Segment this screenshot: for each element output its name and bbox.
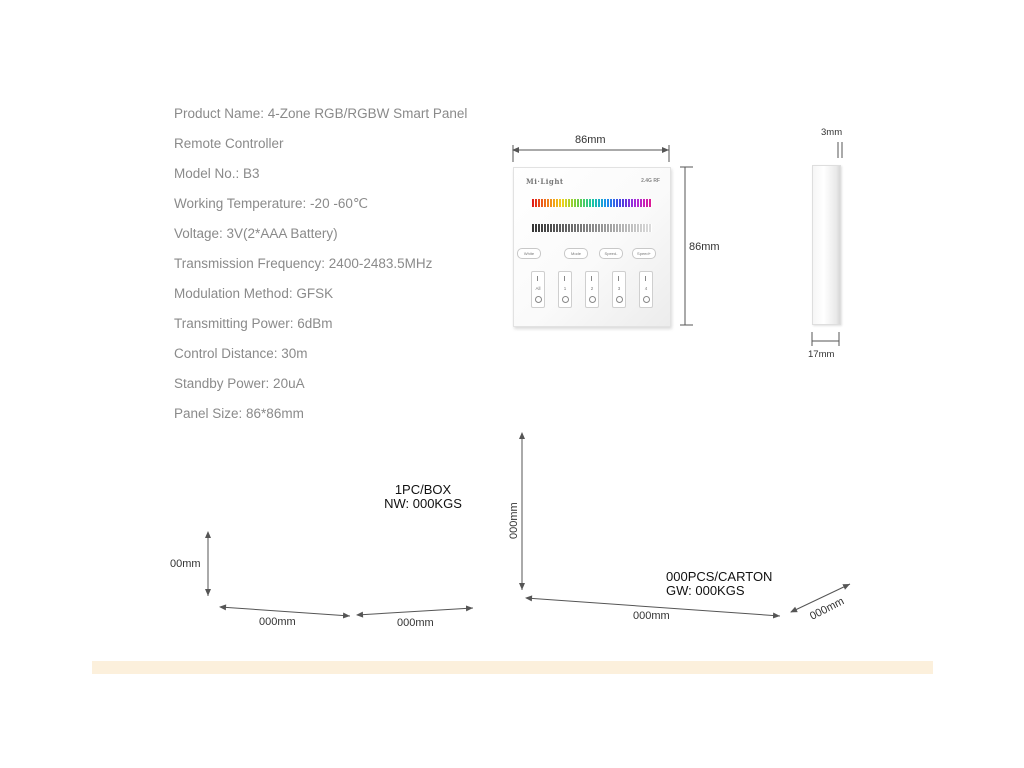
box-info xyxy=(368,483,478,511)
rf-mark: 2.4G RF xyxy=(641,178,660,184)
spec-control-distance: Control Distance: 30m xyxy=(174,346,308,361)
box-qty: 1PC/BOX xyxy=(394,482,452,497)
spec-modulation-method: Modulation Method: GFSK xyxy=(174,286,334,301)
spec-panel-size: Panel Size: 86*86mm xyxy=(174,406,304,421)
panel-height-label: 86mm xyxy=(689,241,720,253)
spec-product-name-cont: Remote Controller xyxy=(174,136,284,151)
zone-3-button: 3 xyxy=(612,271,626,308)
spec-voltage: Voltage: 3V(2*AAA Battery) xyxy=(174,226,338,241)
spec-working-temperature: Working Temperature: -20 -60℃ xyxy=(174,196,368,211)
carton-width-label: 000mm xyxy=(808,595,847,623)
box-length-arrow xyxy=(220,607,350,616)
white-button: White xyxy=(517,248,541,259)
brand-logo: Mi·Light xyxy=(526,177,564,186)
spec-transmission-frequency: Transmission Frequency: 2400-2483.5MHz xyxy=(174,256,433,271)
mode-button: Mode xyxy=(564,248,588,259)
carton-gross-weight: GW: 000KGS xyxy=(666,583,745,598)
carton-info xyxy=(666,570,772,598)
zone-2-button: 2 xyxy=(585,271,599,308)
zone-1-button: 1 xyxy=(558,271,572,308)
box-width-label: 000mm xyxy=(397,617,434,629)
zone-4-button: 4 xyxy=(639,271,653,308)
footer-band xyxy=(92,661,933,674)
carton-qty: 000PCS/CARTON xyxy=(666,569,773,584)
panel-front-view xyxy=(513,167,671,327)
box-length-label: 000mm xyxy=(259,616,296,628)
box-width-arrow xyxy=(357,608,473,615)
spec-model-no: Model No.: B3 xyxy=(174,166,260,181)
panel-width-label: 86mm xyxy=(575,134,606,146)
rgb-touch-slider xyxy=(532,199,652,207)
side-thin-label: 3mm xyxy=(821,127,843,138)
box-height-label: 00mm xyxy=(170,558,201,570)
zone-all-button: All xyxy=(531,271,545,308)
carton-length-label: 000mm xyxy=(633,610,670,622)
spec-transmitting-power: Transmitting Power: 6dBm xyxy=(174,316,333,331)
brightness-touch-slider xyxy=(532,224,652,232)
box-net-weight: NW: 000KGS xyxy=(384,496,462,511)
spec-product-name: Product Name: 4-Zone RGB/RGBW Smart Panel xyxy=(174,106,468,121)
side-depth-label: 17mm xyxy=(808,349,835,360)
speed-plus-button: Speed+ xyxy=(632,248,656,259)
carton-height-label: 000mm xyxy=(508,502,520,539)
panel-side-view xyxy=(812,165,841,325)
spec-standby-power: Standby Power: 20uA xyxy=(174,376,305,391)
speed-minus-button: Speed- xyxy=(599,248,623,259)
